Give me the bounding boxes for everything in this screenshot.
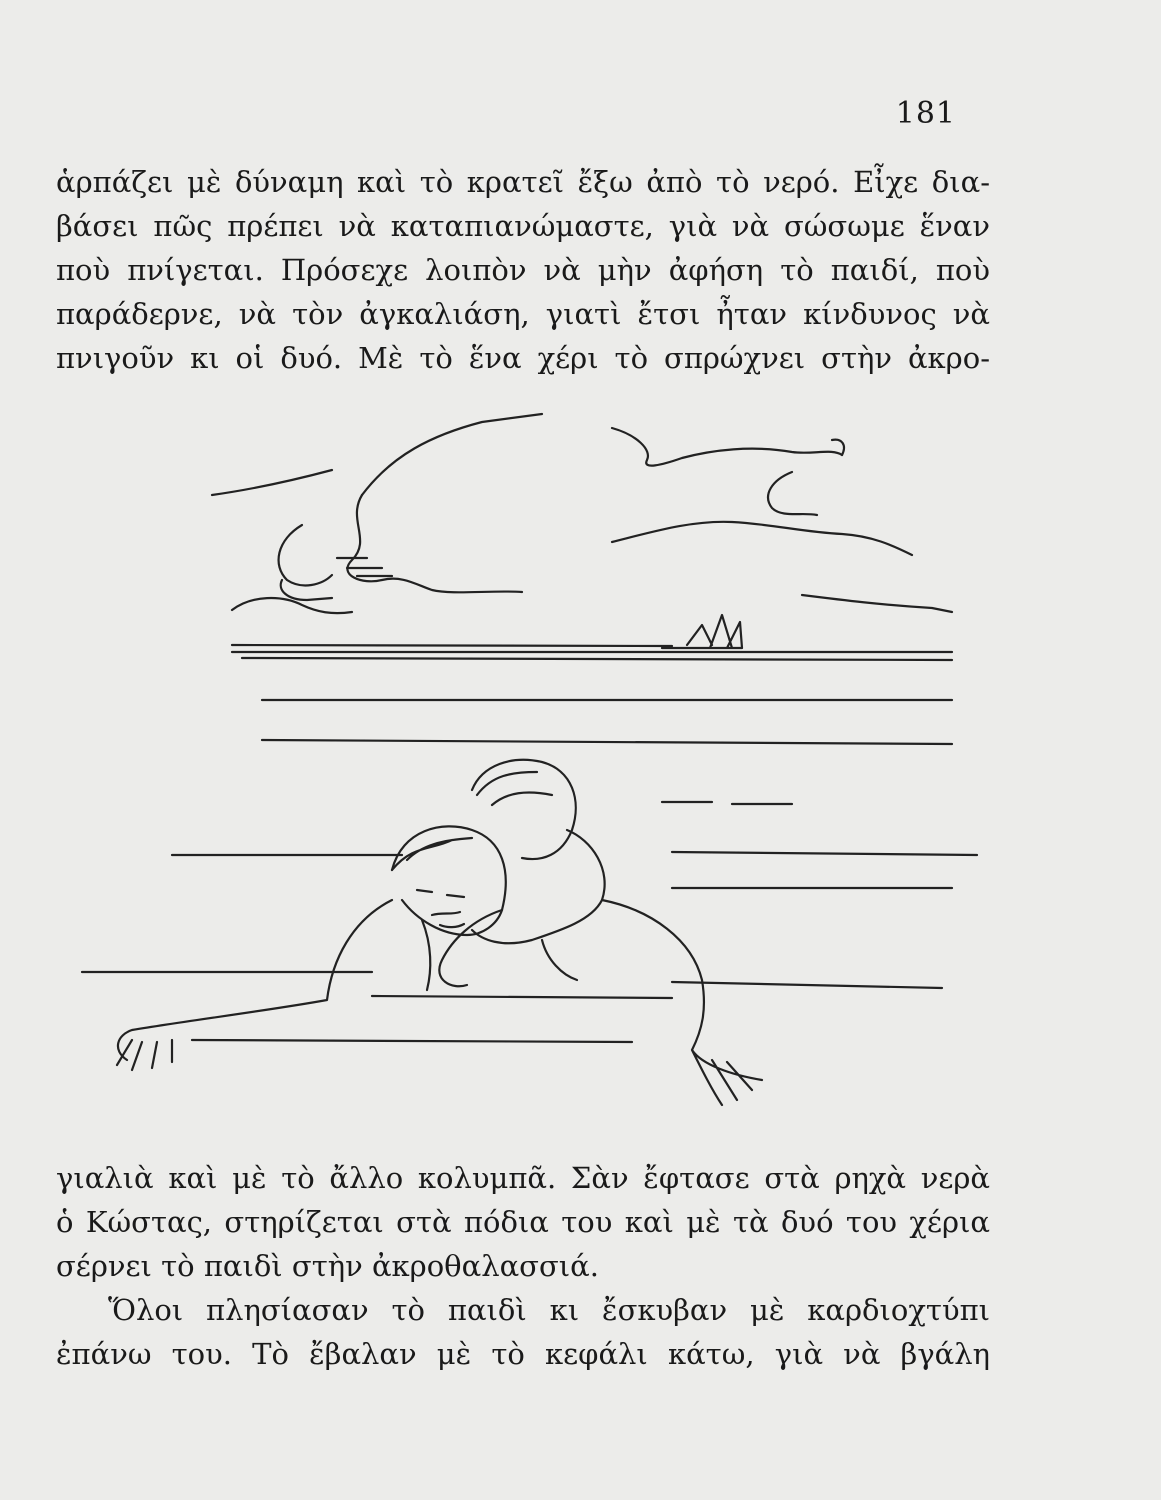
text-line: πνιγοῦν κι οἱ δυό. Μὲ τὸ ἕνα χέρι τὸ σπρώχνει στὴν ἀκρο-: [56, 341, 990, 375]
bottom-paragraphs: [56, 1156, 990, 1376]
cloud-outline: [612, 522, 912, 555]
cloud-outline: [347, 495, 522, 592]
top-paragraph: [56, 160, 990, 380]
child-hair: [477, 772, 552, 805]
text-line: βάσει πῶς πρέπει νὰ καταπιανώμαστε, γιὰ νὰ σώσωμε ἕναν: [56, 209, 990, 243]
text-line: σέρνει τὸ παιδὶ στὴν ἀκροθαλασσιά.: [56, 1249, 599, 1283]
sailboat-icon: [662, 615, 742, 648]
cloud-outline: [362, 414, 542, 495]
text-line: ἐπάνω του. Τὸ ἔβαλαν μὲ τὸ κεφάλι κάτω, γιὰ νὰ βγάλη: [56, 1337, 990, 1371]
text-line: παράδερνε, νὰ τὸν ἀγκαλιάση, γιατὶ ἔτσι ἦταν κίνδυνος νὰ: [56, 297, 990, 331]
text-line: ἁρπάζει μὲ δύναμη καὶ τὸ κρατεῖ ἔξω ἀπὸ τὸ νερό. Εἶχε δια-: [56, 165, 990, 199]
cloud-outline: [768, 472, 817, 515]
cloud-outline: [281, 580, 332, 600]
child-head: [472, 760, 576, 859]
boy-arm-right: [602, 900, 762, 1105]
page-number: 181: [895, 96, 956, 131]
cloud-outline: [232, 598, 352, 613]
child-arm: [439, 910, 502, 986]
cloud-outline: [802, 595, 952, 612]
text-line: ποὺ πνίγεται. Πρόσεχε λοιπὸν νὰ μὴν ἀφήση τὸ παιδί, ποὺ: [56, 253, 990, 287]
boy-arm-left: [117, 900, 392, 1070]
sea-line: [262, 740, 952, 744]
swimmer-rescue-illustration: [72, 400, 982, 1140]
cloud-outline: [279, 525, 332, 585]
cloud-outline: [612, 428, 842, 466]
text-line: ὁ Κώστας, στηρίζεται στὰ πόδια του καὶ μὲ τὰ δυό του χέρια: [56, 1205, 990, 1239]
horizon-line: [242, 658, 952, 660]
cloud-outline: [212, 470, 332, 495]
text-line: γιαλιὰ καὶ μὲ τὸ ἄλλο κολυμπᾶ. Σὰν ἔφτασε στὰ ρηχὰ νερὰ: [56, 1161, 990, 1195]
boy-face: [432, 912, 464, 927]
boy-head: [392, 826, 506, 935]
text-line: Ὅλοι πλησίασαν τὸ παιδὶ κι ἔσκυβαν μὲ καρδιοχτύπι: [108, 1293, 990, 1327]
